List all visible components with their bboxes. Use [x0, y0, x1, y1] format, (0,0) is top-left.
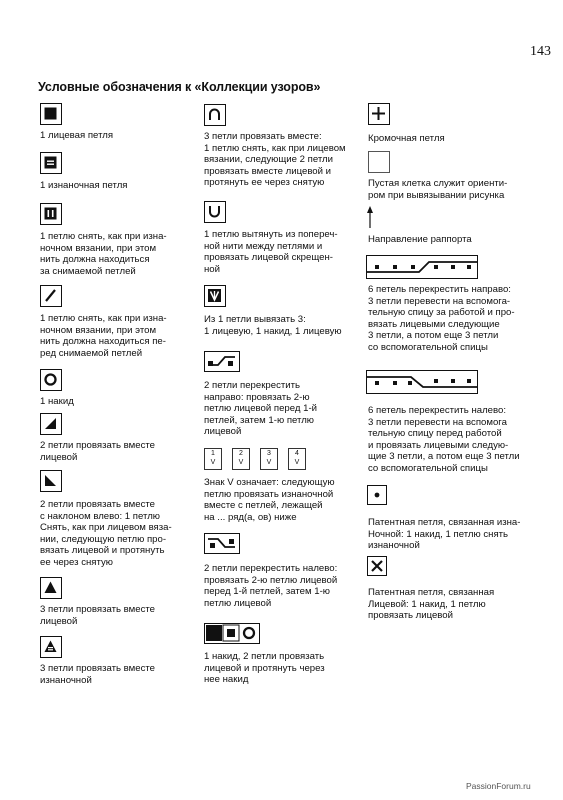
legend-text-empty: Пустая клетка служит ориенти- ром при вывязывании рисунка: [368, 178, 508, 201]
v-row-icons: [204, 448, 314, 470]
legend-text-cable-right: 6 петель перекрестить направо: 3 петли перевести на вспомога- тельную спицу за работой и про- вязать лицевыми следующие 3 петли, а потом еще 3 петли со вспомогательной спицы: [368, 284, 515, 353]
legend-text-1into3: Из 1 петли вывязать 3: 1 лицевую, 1 накид, 1 лицевую: [204, 314, 342, 337]
v-box-1: 1 V: [204, 448, 222, 470]
legend-text-k2tog: 2 петли провязать вместе лицевой: [40, 440, 155, 463]
legend-text-p3tog: 3 петли провязать вместе изнаночной: [40, 663, 155, 686]
k3tog-icon: [40, 577, 62, 599]
purl-stitch-icon: [40, 152, 62, 174]
cross-right-2-icon: [204, 351, 240, 372]
legend-text-yarn-over: 1 накид: [40, 396, 74, 407]
make-one-icon: [204, 201, 226, 223]
brioche-purl-icon: [367, 485, 387, 505]
legend-text-brioche-purl: Патентная петля, связанная изна- Ночной: 1 накид, 1 петлю снять изнаночной: [368, 517, 521, 552]
empty-cell-icon: [368, 151, 390, 173]
one-into-three-icon: [204, 285, 226, 307]
v-box-4: 4 V: [288, 448, 306, 470]
cable-6-right-icon: [366, 255, 478, 279]
legend-text-ssk: 2 петли провязать вместе с наклоном влево: 1 петлю Снять, как при лицевом вяза- нии, следующую петлю про- вязать лицевой и протянуть ее через снятую: [40, 499, 172, 568]
yo-k2tog-icon: [204, 623, 260, 644]
legend-text-v-sign: Знак V означает: следующую петлю провязать изнаночной вместе с петлей, лежащей на ... ряд(а, ов) ниже: [204, 477, 335, 523]
legend-text-cable-left: 6 петель перекрестить налево: 3 петли перевести на вспомога тельную спицу перед работой и провязать лицевыми следую- щие 3 петли, а потом еще 3 петли со вспомогательной спицы: [368, 405, 520, 474]
legend-text-slip: 1 петлю снять, как при изна- ночном вязании, при этом нить должна находиться за снимаемой петлей: [40, 231, 167, 277]
p3tog-icon: [40, 636, 62, 658]
legend-text-3tog-slip: 3 петли провязать вместе: 1 петлю снять, как при лицевом вязании, следующие 2 петли провязать вместе лицевой и протянуть ее через снятую: [204, 131, 346, 189]
edge-stitch-icon: [368, 103, 390, 125]
legend-text-slip-front: 1 петлю снять, как при изна- ночном вязании, при этом нить должна находиться пе- ред снимаемой петлей: [40, 313, 167, 359]
legend-text-cross-left: 2 петли перекрестить налево: провязать 2-ю петлю лицевой перед 1-й петлей, затем 1-ю петлю лицевой: [204, 563, 338, 609]
legend-text-yo-k2tog: 1 накид, 2 петли провязать лицевой и протянуть через нее накид: [204, 651, 325, 686]
cross-left-2-icon: [204, 533, 240, 554]
legend-text-purl: 1 изнаночная петля: [40, 180, 128, 191]
brioche-knit-icon: [367, 556, 387, 576]
legend-text-brioche-knit: Патентная петля, связанная Лицевой: 1 накид, 1 петлю провязать лицевой: [368, 587, 495, 622]
k2tog-left-icon: [40, 470, 62, 492]
v-box-3: 3 V: [260, 448, 278, 470]
slip-stitch-icon: [40, 203, 62, 225]
three-tog-slip-icon: [204, 104, 226, 126]
legend-text-m1: 1 петлю вытянуть из попереч- ной нити между петлями и провязать лицевой скрещен- ной: [204, 229, 338, 275]
legend-text-cross-right: 2 петли перекрестить направо: провязать 2-ю петлю лицевой перед 1-й петлей, затем 1-ю петлю лицевой: [204, 380, 318, 438]
page-number: 143: [530, 44, 551, 59]
page-title: Условные обозначения к «Коллекции узоров»: [38, 80, 321, 94]
v-box-2: 2 V: [232, 448, 250, 470]
slip-stitch-front-icon: [40, 285, 62, 307]
legend-text-direction: Направление раппорта: [368, 234, 472, 245]
k2tog-right-icon: [40, 413, 62, 435]
legend-text-k3tog: 3 петли провязать вместе лицевой: [40, 604, 155, 627]
yarn-over-icon: [40, 369, 62, 391]
arrow-up-icon: [366, 206, 374, 228]
legend-text-knit: 1 лицевая петля: [40, 130, 114, 141]
cable-6-left-icon: [366, 370, 478, 394]
watermark: PassionForum.ru: [466, 781, 531, 791]
knit-stitch-icon: [40, 103, 62, 125]
legend-text-edge: Кромочная петля: [368, 133, 445, 144]
